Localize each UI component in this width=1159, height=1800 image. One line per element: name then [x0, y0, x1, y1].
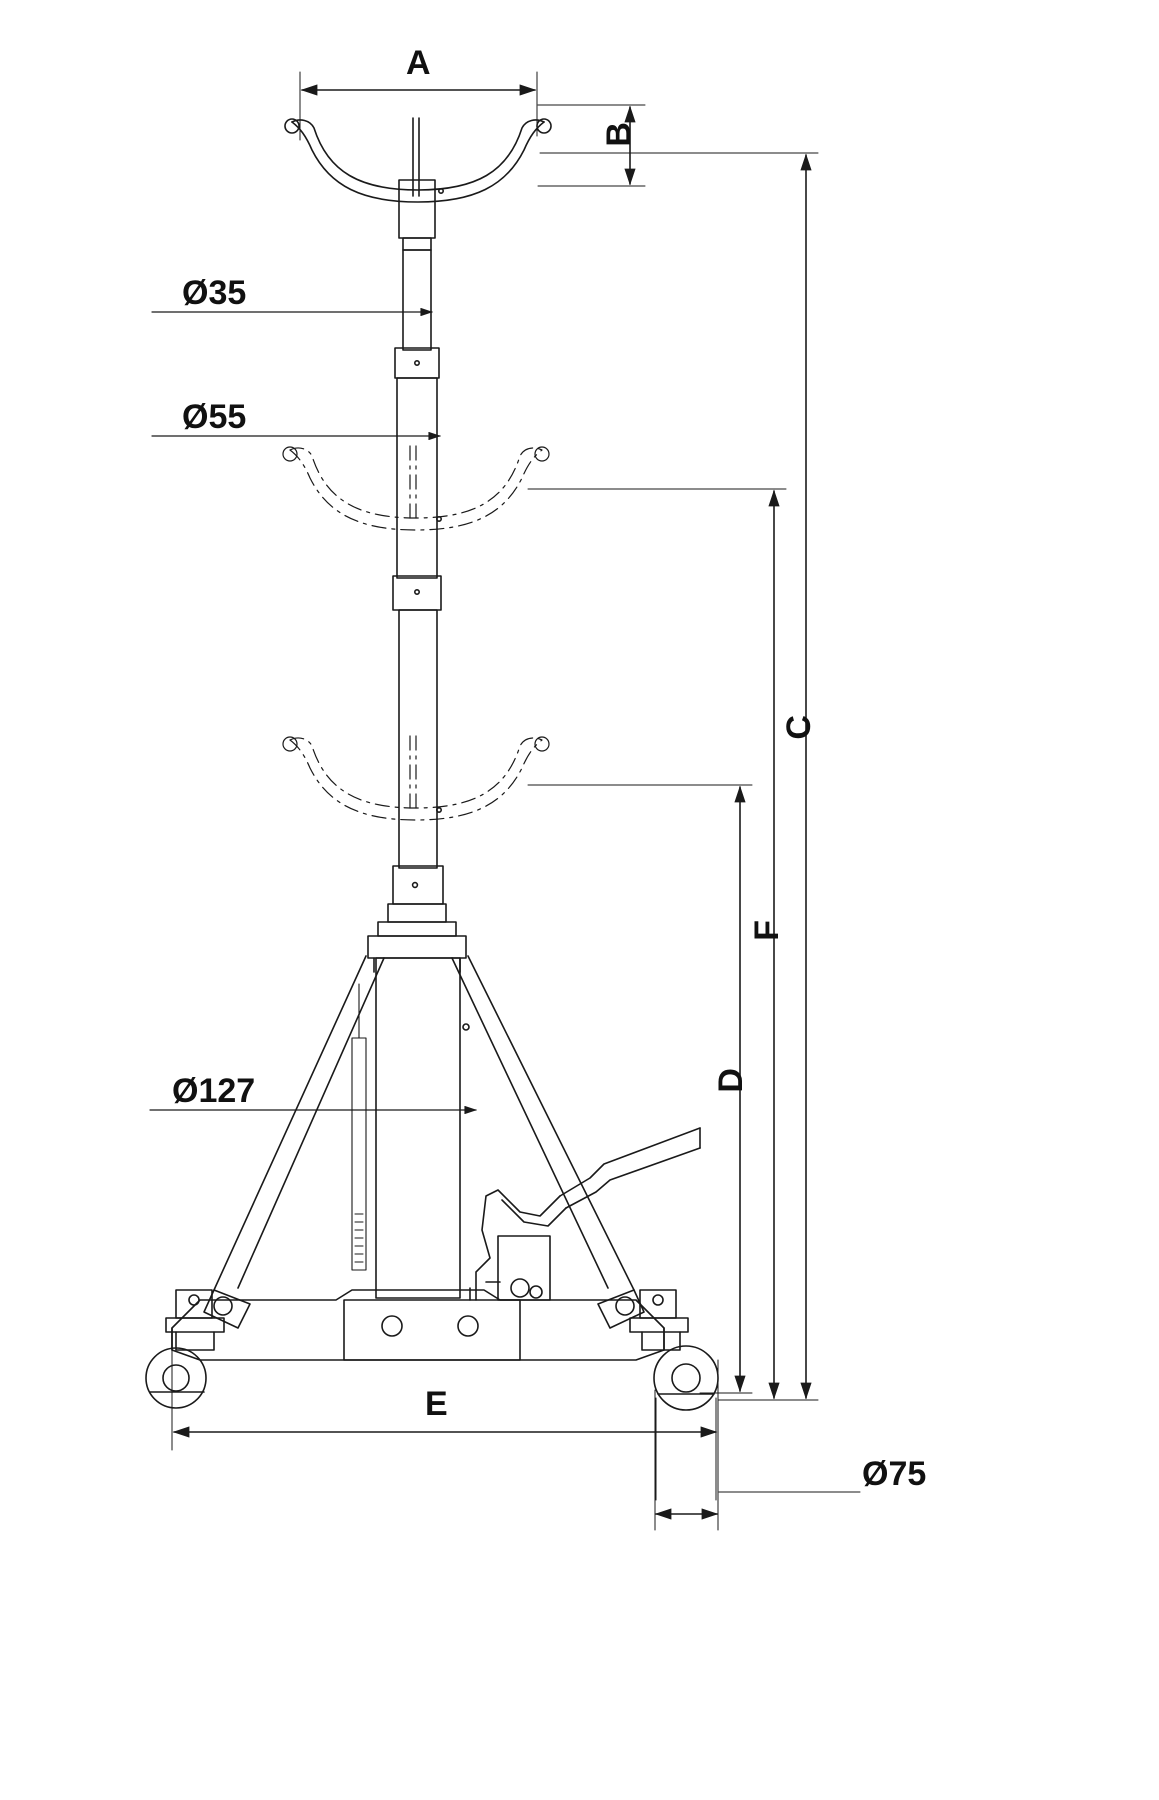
- saddle-top: [285, 118, 551, 202]
- ram-collar-3: [393, 866, 443, 904]
- dimension-label-E: E: [425, 1385, 448, 1423]
- caster-left: [146, 1290, 224, 1408]
- leg-left: [204, 956, 384, 1328]
- ram-stage-2: [397, 378, 437, 578]
- pump-assembly: [470, 1128, 700, 1300]
- dimension-label-A: A: [406, 44, 431, 82]
- leg-right: [452, 956, 644, 1328]
- dimension-label-d127: Ø127: [172, 1072, 256, 1110]
- main-cylinder: [376, 958, 469, 1298]
- dimension-label-B: B: [600, 122, 638, 147]
- dimension-label-D: D: [712, 1068, 750, 1093]
- dimension-label-d55: Ø55: [182, 398, 247, 436]
- dimension-label-F: F: [748, 920, 786, 941]
- saddle-phantom-low: [290, 736, 542, 820]
- dimension-label-d75: Ø75: [862, 1455, 927, 1493]
- saddle-phantom-middle: [290, 446, 542, 530]
- dimension-label-d35: Ø35: [182, 274, 247, 312]
- ram-stage-3: [399, 610, 437, 868]
- dimension-d75: [655, 1390, 860, 1530]
- ram-collar-1: [395, 348, 439, 378]
- dimension-F: [528, 489, 786, 1400]
- dimension-label-C: C: [780, 715, 818, 740]
- ram-collar-2: [393, 576, 441, 610]
- ram-stage-1: [403, 250, 431, 350]
- caster-right: [630, 1290, 718, 1500]
- dimension-C: [540, 153, 818, 1400]
- base-frame: [172, 1290, 664, 1360]
